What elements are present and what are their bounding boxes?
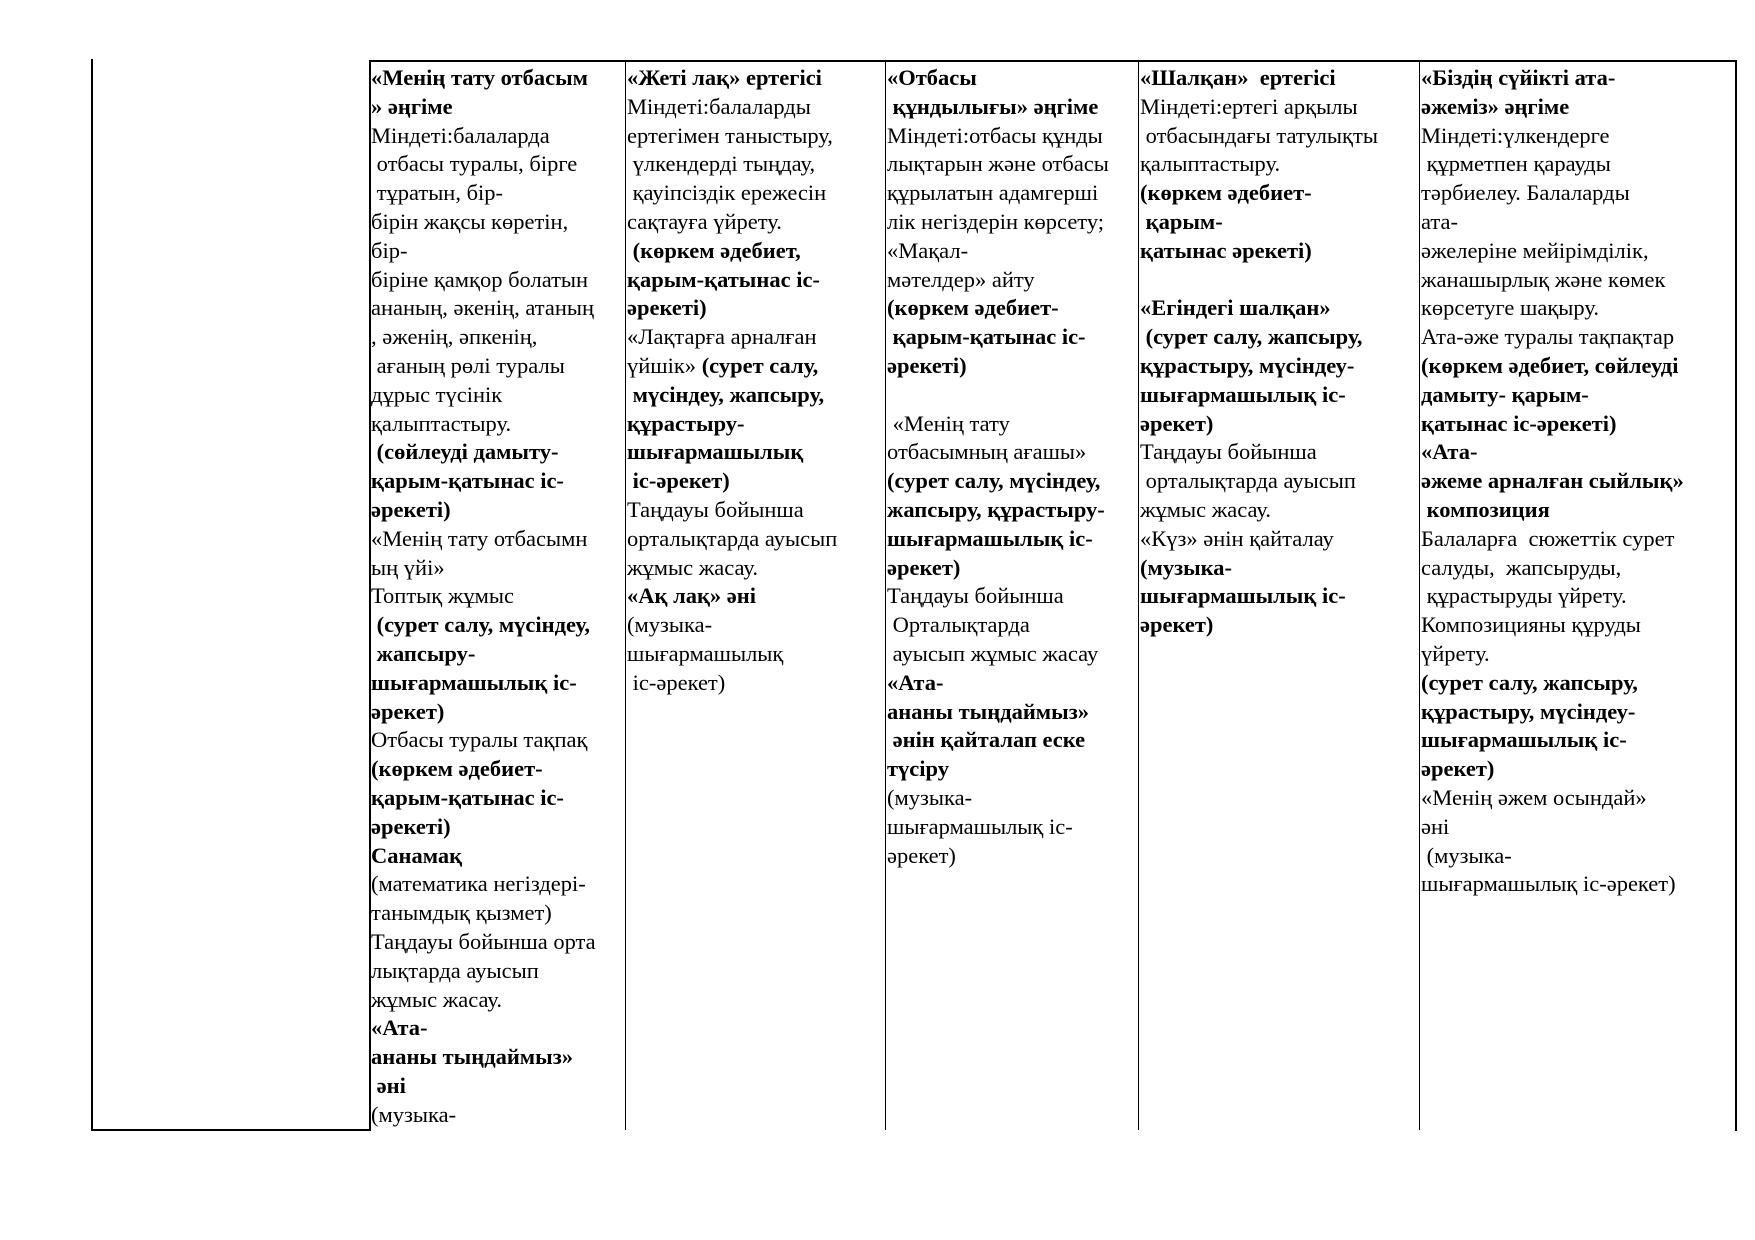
- activity-column-1: [371, 64, 623, 1129]
- activity-column-5: [1421, 64, 1733, 899]
- activity-column-2: [627, 64, 883, 698]
- text-line: (көркем әдебиет-: [1140, 180, 1312, 206]
- text-line: , әженің, әпкенің,: [371, 324, 538, 350]
- text-line: әрекет): [887, 554, 961, 580]
- table-right-border: [1735, 60, 1737, 1131]
- text-line: ың үйі»: [371, 554, 445, 580]
- table-top-border: [369, 60, 1737, 62]
- text-line: «Күз» әнін қайталау: [1140, 525, 1334, 551]
- text-line: қауіпсіздік ережесін: [627, 180, 827, 206]
- text-line: әрекет): [887, 842, 956, 868]
- text-line: орталықтарда ауысып: [1140, 468, 1356, 494]
- text-line: әжеме арналған сыйлық»: [1421, 468, 1684, 494]
- text-line: әрекет): [371, 698, 445, 724]
- text-line: орталықтарда ауысып: [627, 525, 838, 551]
- text-line: дұрыс түсінік: [371, 381, 503, 407]
- text-line: (сурет салу, жапсыру,: [1140, 324, 1363, 350]
- text-line: отбасындағы татулықты: [1140, 122, 1378, 148]
- text-line: Міндеті:балаларды: [627, 93, 811, 119]
- text-line: «Мақал-: [887, 237, 969, 263]
- text-line: Ата-әже туралы тақпақтар: [1421, 324, 1675, 350]
- text-line: (сурет салу, мүсіндеу,: [887, 468, 1101, 494]
- text-line: түсіру: [887, 756, 950, 782]
- text-line: отбасымның ағашы»: [887, 439, 1087, 465]
- text-line: жұмыс жасау.: [627, 554, 759, 580]
- text-line: құндылығы» әңгіме: [887, 93, 1099, 119]
- text-line: қалыптастыру.: [1140, 151, 1281, 177]
- text-segment: үйшік»: [627, 352, 702, 378]
- text-line: біріне қамқор болатын: [371, 266, 589, 292]
- col-divider-3: [885, 60, 886, 1130]
- text-line: Таңдауы бойынша: [627, 496, 804, 522]
- text-line: лықтарда ауысып: [371, 957, 539, 983]
- text-line: (көркем әдебиет, сөйлеуді: [1421, 352, 1679, 378]
- text-line: көрсетуге шақыру.: [1421, 295, 1599, 321]
- text-line: шығармашылық іс-әрекет): [1421, 871, 1676, 897]
- text-line: (көркем әдебиет-: [887, 295, 1059, 321]
- text-line: шығармашылық іс-: [887, 813, 1073, 839]
- text-line: «Ата-: [887, 669, 944, 695]
- text-line: Орталықтарда: [887, 612, 1030, 638]
- text-line: құрметпен қарауды: [1421, 151, 1611, 177]
- text-line: ауысып жұмыс жасау: [887, 640, 1099, 666]
- text-line: құрылатын адамгерші: [887, 180, 1099, 206]
- text-line: әрекет): [1140, 410, 1214, 436]
- text-line: [887, 381, 1136, 410]
- text-line: мәтелдер» айту: [887, 266, 1035, 292]
- text-line: Міндеті:отбасы құнды: [887, 122, 1103, 148]
- activity-column-3: [887, 64, 1136, 870]
- text-line: (көркем әдебиет,: [627, 237, 801, 263]
- text-line: Таңдауы бойынша орта: [371, 928, 596, 954]
- text-line: (музыка-: [371, 1101, 457, 1127]
- text-line: «Менің әжем осындай»: [1421, 784, 1647, 810]
- text-line: жанашырлық және көмек: [1421, 266, 1666, 292]
- text-line: «Лақтарға арналған: [627, 324, 817, 350]
- text-line: «Ата-: [371, 1015, 428, 1041]
- text-line: жұмыс жасау.: [371, 986, 503, 1012]
- text-line: «Егіндегі шалқан»: [1140, 295, 1331, 321]
- text-line: жапсыру, құрастыру-: [887, 496, 1105, 522]
- text-line: әні: [371, 1072, 406, 1098]
- text-line: құрастыру-: [627, 410, 745, 436]
- text-line: Таңдауы бойынша: [887, 583, 1064, 609]
- text-line: іс-әрекет): [627, 669, 726, 695]
- text-line: «Ақ лақ» әні: [627, 583, 757, 609]
- text-line: ата-: [1421, 208, 1458, 234]
- text-line: ертегімен таныстыру,: [627, 122, 833, 148]
- text-line: ағаның рөлі туралы: [371, 352, 565, 378]
- text-line: танымдық қызмет): [371, 900, 552, 926]
- text-line: шығармашылық: [627, 439, 804, 465]
- text-line: сақтауға үйрету.: [627, 208, 782, 234]
- text-line: шығармашылық іс-: [1140, 583, 1346, 609]
- activity-column-4: [1140, 64, 1417, 640]
- text-line: (көркем әдебиет-: [371, 756, 543, 782]
- text-line: (музыка-: [1421, 842, 1512, 868]
- col-divider-4: [1138, 60, 1139, 1130]
- text-line: әрекет): [1421, 756, 1495, 782]
- col-divider-2: [625, 60, 626, 1130]
- text-line: әрекеті): [887, 352, 967, 378]
- text-line: жапсыру-: [371, 640, 476, 666]
- text-line: құрастыру, мүсіндеу-: [1140, 352, 1355, 378]
- text-line: қатынас іс-әрекеті): [1421, 410, 1617, 436]
- text-line: әрекеті): [371, 496, 451, 522]
- text-line: Міндеті:үлкендерге: [1421, 122, 1610, 148]
- text-line: «Менің тату отбасым: [371, 65, 588, 90]
- text-line: тәрбиелеу. Балаларды: [1421, 180, 1630, 206]
- text-line: Отбасы туралы тақпақ: [371, 727, 588, 753]
- text-line: мүсіндеу, жапсыру,: [627, 381, 825, 407]
- text-line: шығармашылық іс-: [1140, 381, 1346, 407]
- text-line: әрекеті): [627, 295, 707, 321]
- text-line: «Менің тату отбасымн: [371, 525, 588, 551]
- text-line: Санамақ: [371, 842, 463, 868]
- text-line: (музыка-: [627, 612, 713, 638]
- text-line: бірін жақсы көретін,: [371, 208, 569, 234]
- text-line: бір-: [371, 237, 408, 263]
- text-line: ананы тыңдаймыз»: [371, 1044, 573, 1070]
- text-line: салуды, жапсыруды,: [1421, 554, 1622, 580]
- left-column-left-border: [91, 59, 93, 1130]
- text-line: «Шалқан» ертегісі: [1140, 65, 1336, 90]
- text-line: (сурет салу, мүсіндеу,: [371, 612, 591, 638]
- text-line: әжелеріне мейірімділік,: [1421, 237, 1649, 263]
- text-line: Міндеті:балаларда: [371, 122, 550, 148]
- text-line: Композицияны құруды: [1421, 612, 1641, 638]
- text-line: қарым-қатынас іс-: [627, 266, 820, 292]
- text-line: ананың, әкенің, атаның: [371, 295, 595, 321]
- text-line: «Біздің сүйікті ата-: [1421, 65, 1616, 90]
- text-line: қатынас әрекеті): [1140, 237, 1312, 263]
- text-line: » әңгіме: [371, 93, 453, 119]
- text-line: лықтарын және отбасы: [887, 151, 1109, 177]
- text-line: шығармашылық: [627, 640, 784, 666]
- text-segment: (сурет салу,: [701, 352, 819, 378]
- text-line: тұратын, бір-: [371, 180, 504, 206]
- text-line: әрекет): [1140, 612, 1214, 638]
- text-line: «Отбасы: [887, 65, 977, 90]
- text-line: үлкендерді тыңдау,: [627, 151, 816, 177]
- text-line: (музыка-: [887, 784, 973, 810]
- text-line: құрастыруды үйрету.: [1421, 583, 1627, 609]
- text-line: үйрету.: [1421, 640, 1490, 666]
- text-line: Таңдауы бойынша: [1140, 439, 1317, 465]
- left-column-bottom-border: [91, 1129, 371, 1131]
- text-line: іс-әрекет): [627, 468, 730, 494]
- text-line: шығармашылық іс-: [371, 669, 577, 695]
- text-line: шығармашылық іс-: [887, 525, 1093, 551]
- text-line: шығармашылық іс-: [1421, 727, 1627, 753]
- text-line: (музыка-: [1140, 554, 1233, 580]
- text-line: жұмыс жасау.: [1140, 496, 1272, 522]
- text-line: отбасы туралы, бірге: [371, 151, 578, 177]
- text-line: дамыту- қарым-: [1421, 381, 1589, 407]
- text-line: [1140, 266, 1417, 295]
- text-line: (математика негіздері-: [371, 871, 586, 897]
- text-line: қарым-: [1140, 208, 1223, 234]
- text-line: әрекеті): [371, 813, 451, 839]
- text-line: «Ата-: [1421, 439, 1478, 465]
- text-line: Топтық жұмыс: [371, 583, 514, 609]
- text-line: [627, 352, 883, 381]
- text-line: әні: [1421, 813, 1450, 839]
- text-line: композиция: [1421, 496, 1550, 522]
- text-line: әнін қайталап еске: [887, 727, 1086, 753]
- text-line: қарым-қатынас іс-: [371, 468, 564, 494]
- text-line: лік негіздерін көрсету;: [887, 208, 1105, 234]
- text-line: ананы тыңдаймыз»: [887, 698, 1089, 724]
- text-line: қарым-қатынас іс-: [887, 324, 1086, 350]
- text-line: «Жеті лақ» ертегісі: [627, 65, 822, 90]
- text-line: «Менің тату: [887, 410, 1010, 436]
- text-line: әжеміз» әңгіме: [1421, 93, 1570, 119]
- col-divider-5: [1419, 60, 1420, 1130]
- text-line: Балаларға сюжеттік сурет: [1421, 525, 1675, 551]
- text-line: құрастыру, мүсіндеу-: [1421, 698, 1636, 724]
- text-line: қалыптастыру.: [371, 410, 512, 436]
- text-line: (сөйлеуді дамыту-: [371, 439, 559, 465]
- text-line: қарым-қатынас іс-: [371, 784, 564, 810]
- text-line: Міндеті:ертегі арқылы: [1140, 93, 1358, 119]
- text-line: (сурет салу, жапсыру,: [1421, 669, 1638, 695]
